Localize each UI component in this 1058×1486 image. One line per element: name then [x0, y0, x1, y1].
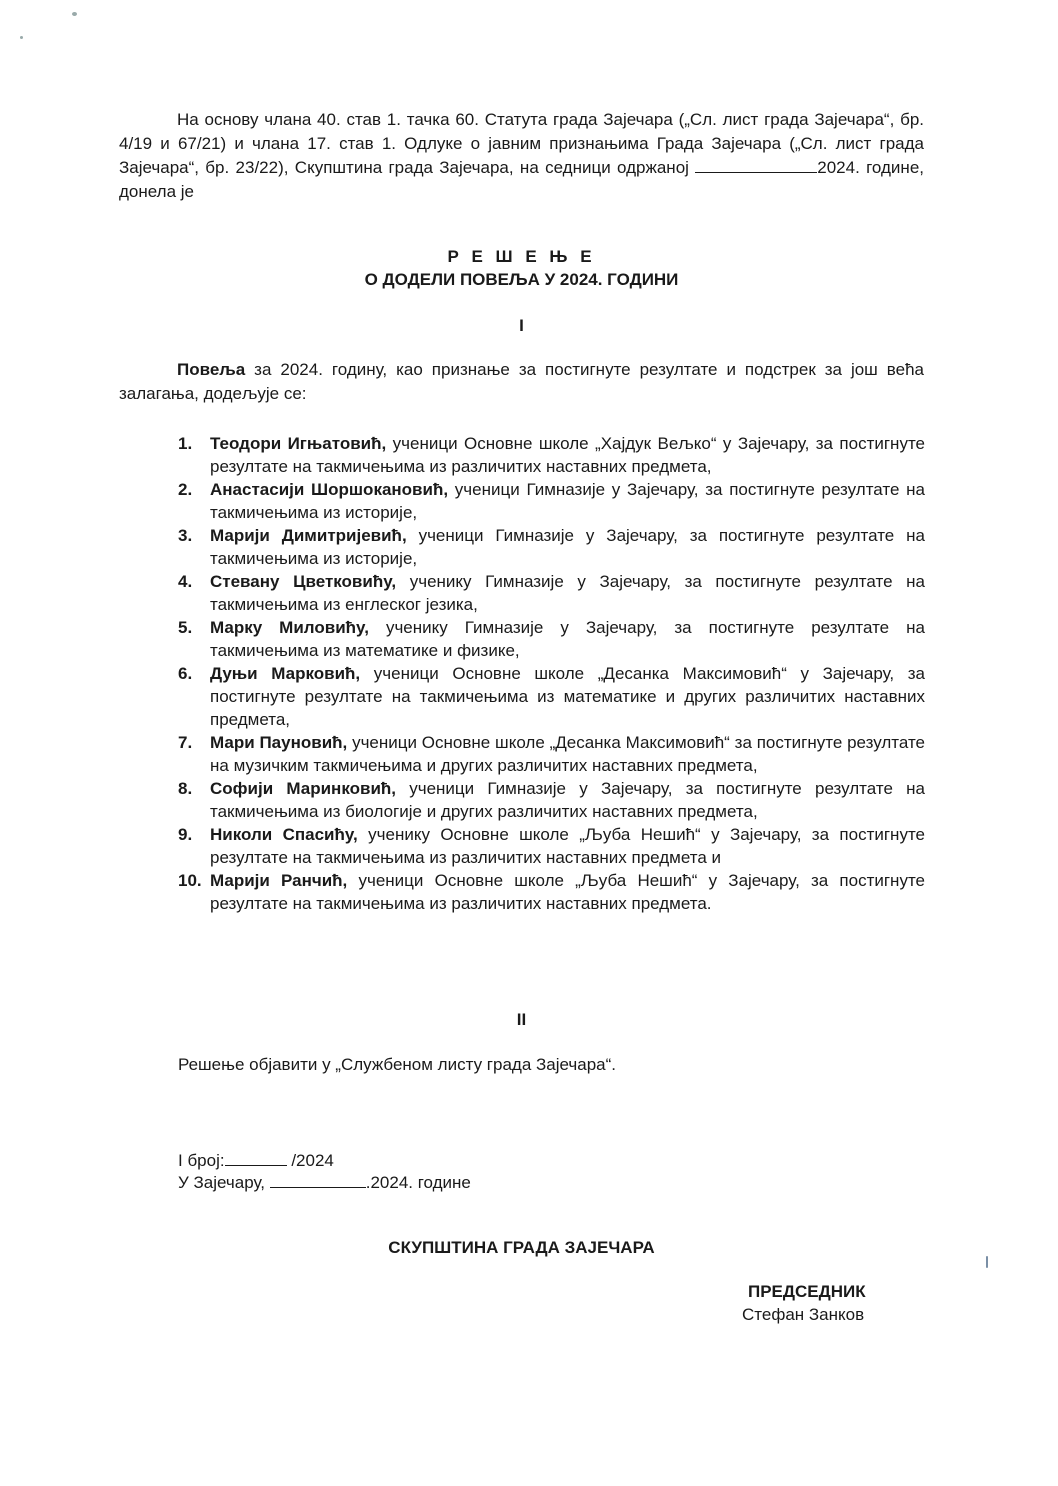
list-item [178, 616, 925, 662]
recipient-details: ученици Основне школе „Десанка Максимовић“ за постигнуте резултате на музичким такмичењима и других различитих наставних предмета, [210, 733, 926, 775]
section-heading-1: I [519, 316, 524, 335]
date-suffix: .2024. године [365, 1173, 471, 1192]
issuing-body: СКУПШТИНА ГРАДА ЗАЈЕЧАРА [388, 1238, 655, 1257]
recipient-name: Марку Миловићу, [210, 618, 369, 637]
publication-clause: Решење објавити у „Службеном листу града Зајечара“. [178, 1055, 616, 1074]
list-item [178, 524, 925, 570]
recipient-name: Стевану Цветковићу, [210, 572, 397, 591]
item-number: 3. [178, 526, 193, 545]
list-item [178, 432, 925, 478]
recipient-name: Анастасији Шоршокановић, [210, 480, 449, 499]
item-number: 2. [178, 480, 193, 499]
recipient-details: ученици Гимназије у Зајечару, за постигнуте резултате на такмичењима из биологије и других различитих наставних предмета, [210, 779, 925, 821]
award-list [178, 432, 925, 915]
date-blank [695, 157, 817, 173]
recipient-details: ученици Гимназије у Зајечару, за постигнуте резултате на такмичењима из историје, [210, 480, 925, 522]
recipient-details: ученику Гимназије у Зајечару, за постигнуте резултате на такмичењима из математике и физике, [210, 618, 925, 660]
recipient-details: ученику Основне школе „Љуба Нешић“ у Зајечару, за постигнуте резултате на такмичењима из различитих наставних предмета и [210, 825, 925, 867]
recipient-name: Марији Димитријевић, [210, 526, 407, 545]
list-item [178, 823, 925, 869]
award-intro-text: за 2024. годину, као признање за постигнуте резултате и подстрек за још већа залагања, додељује се: [119, 360, 924, 403]
recipient-details: ученику Гимназије у Зајечару, за постигнуте резултате на такмичењима из енглеског језика, [210, 572, 925, 614]
scan-speck [986, 1256, 988, 1268]
scan-speck [20, 36, 23, 39]
recipient-details: ученици Основне школе „Љуба Нешић“ у Зајечару, за постигнуте резултате на такмичењима из различитих наставних предмета. [210, 871, 925, 913]
list-item [178, 662, 925, 731]
list-item [178, 570, 925, 616]
number-suffix: /2024 [291, 1151, 334, 1170]
date-blank [270, 1172, 366, 1188]
item-number: 1. [178, 434, 193, 453]
place-label: У Зајечару, [178, 1173, 270, 1192]
list-item [178, 869, 925, 915]
recipient-name: Теодори Игњатовић, [210, 434, 387, 453]
recipient-details: ученици Гимназије у Зајечару, за постигнуте резултате на такмичењима из историје, [210, 526, 925, 568]
recipient-details: ученици Основне школе „Десанка Максимовић“ у Зајечару, за постигнуте резултате на такмичењима из математике и других различитих наставних предмета, [210, 664, 925, 729]
recipient-name: Дуњи Марковић, [210, 664, 361, 683]
recipient-name: Мари Пауновић, [210, 733, 348, 752]
item-number: 9. [178, 825, 193, 844]
item-number: 7. [178, 733, 193, 752]
item-number: 8. [178, 779, 193, 798]
recipient-name: Марији Ранчић, [210, 871, 348, 890]
recipient-details: ученици Основне школе „Хајдук Вељко“ у Зајечару, за постигнуте резултате на такмичењима из различитих наставних предмета, [210, 434, 925, 476]
list-item [178, 777, 925, 823]
document-place-date [178, 1172, 471, 1193]
signatory-name: Стефан Занков [742, 1305, 865, 1324]
item-number: 6. [178, 664, 193, 683]
section-heading-2: II [516, 1010, 527, 1029]
award-intro [119, 358, 924, 406]
document-subtitle: О ДОДЕЛИ ПОВЕЉА У 2024. ГОДИНИ [364, 270, 679, 289]
item-number: 10. [178, 871, 202, 890]
preamble-text: На основу члана 40. став 1. тачка 60. Статута града Зајечара („Сл. лист града Зајечара“, бр. 4/19 и 67/21) и члана 17. став 1. Одлуке о јавним признањима Града Зајечара („Сл. лист града Зајечара“, бр. 23/22), Скупштина града Зајечара, на седници одржаној [119, 110, 924, 177]
recipient-name: Софији Маринковић, [210, 779, 396, 798]
preamble-text-end: 2024. године, донела је [119, 158, 924, 201]
award-intro-bold: Повеља [177, 360, 246, 379]
number-blank [225, 1150, 287, 1166]
scan-speck [72, 12, 77, 16]
document-title: Р Е Ш Е Њ Е [447, 247, 596, 266]
list-item [178, 731, 925, 777]
recipient-name: Николи Спасићу, [210, 825, 358, 844]
item-number: 4. [178, 572, 193, 591]
document-number [178, 1150, 334, 1171]
number-label: I број: [178, 1151, 225, 1170]
item-number: 5. [178, 618, 193, 637]
preamble [119, 108, 924, 204]
list-item [178, 478, 925, 524]
signatory-title: ПРЕДСЕДНИК [748, 1282, 866, 1301]
